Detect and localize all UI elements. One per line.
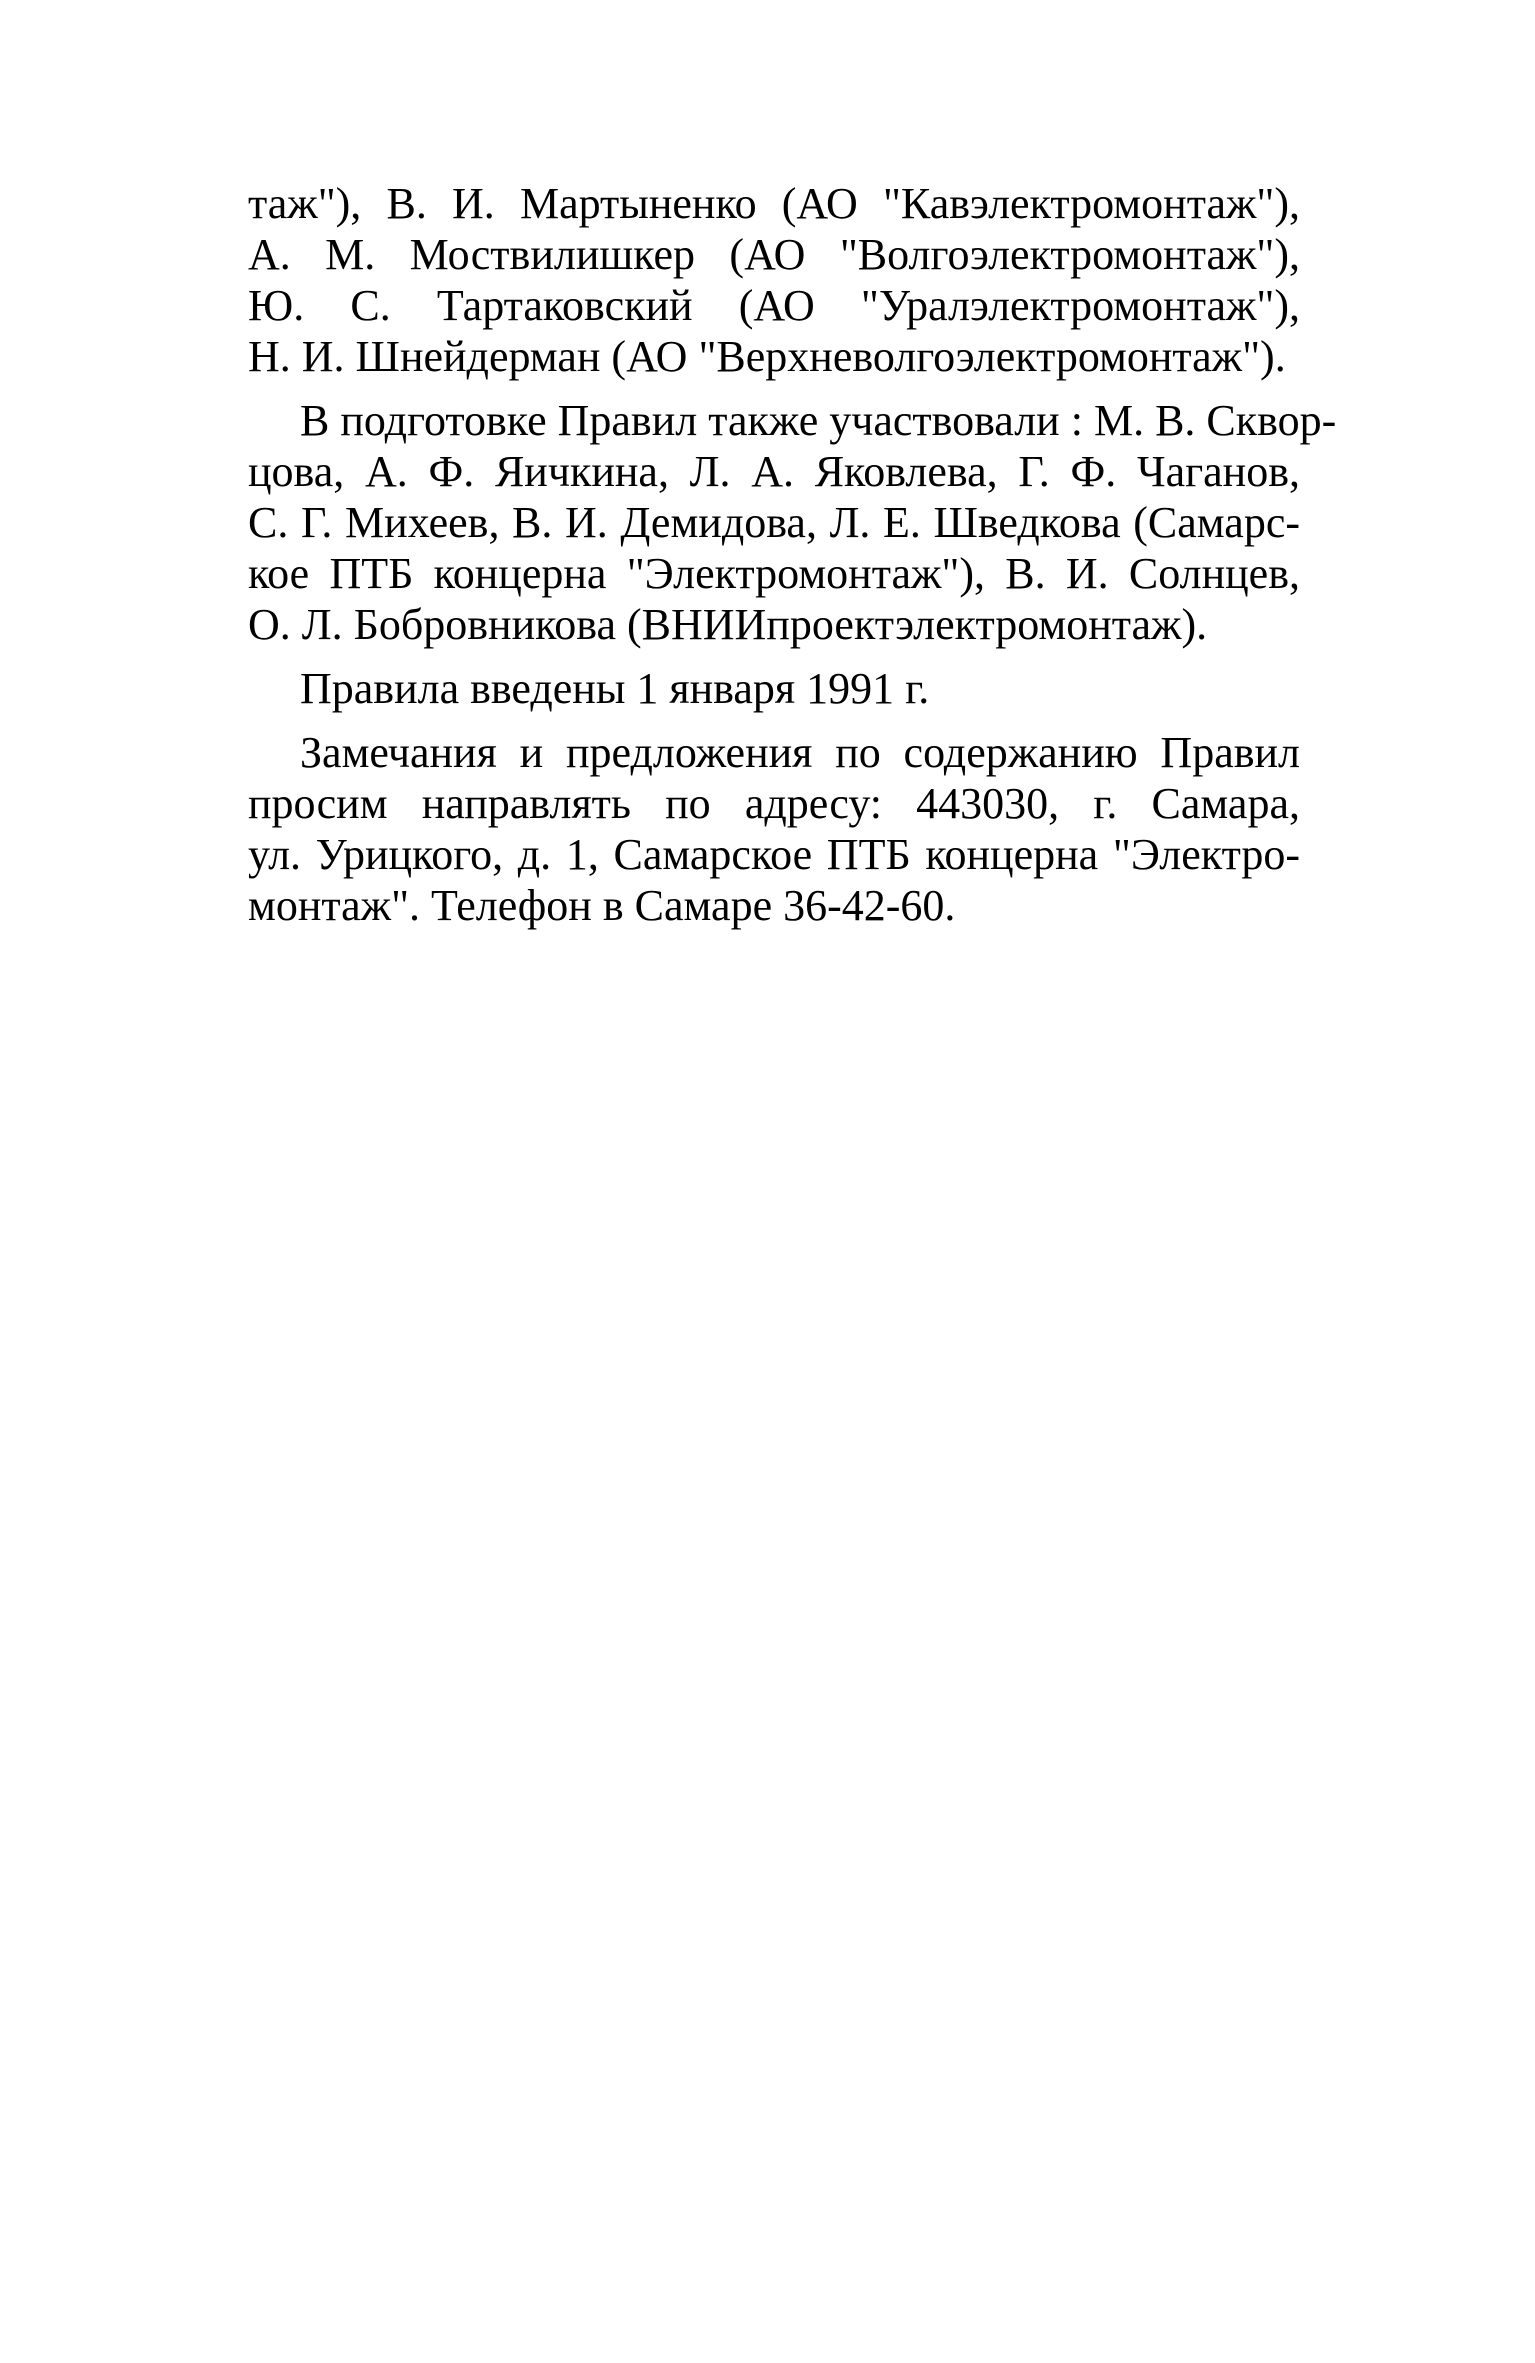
text-line: монтаж". Телефон в Самаре 36-42-60. — [248, 881, 956, 930]
text-line: просим направлять по адресу: 443030, г. Самара, — [248, 779, 1300, 828]
text-line: А. М. Моствилишкер (АО "Волгоэлектромонтаж"), — [248, 230, 1300, 279]
paragraph-effective-date — [248, 663, 1300, 714]
text-line: Замечания и предложения по содержанию Правил — [300, 728, 1300, 777]
text-line: Н. И. Шнейдерман (АО "Верхневолгоэлектромонтаж"). — [248, 332, 1286, 381]
text-line: Правила введены 1 января 1991 г. — [300, 664, 930, 713]
text-line: кое ПТБ концерна "Электромонтаж"), В. И. Солнцев, — [248, 549, 1300, 598]
text-line: ул. Урицкого, д. 1, Самарское ПТБ концерна "Электро- — [248, 830, 1300, 879]
paragraph-participants — [248, 395, 1337, 650]
text-line: В подготовке Правил также участвовали : М. В. Сквор- — [300, 396, 1337, 445]
text-line: Ю. С. Тартаковский (АО "Уралэлектромонтаж"), — [248, 281, 1300, 330]
text-line: цова, А. Ф. Яичкина, Л. А. Яковлева, Г. Ф. Чаганов, — [248, 447, 1300, 496]
document-text — [248, 178, 1337, 931]
text-line: С. Г. Михеев, В. И. Демидова, Л. Е. Шведкова (Самарс- — [248, 498, 1300, 547]
paragraph-authors — [248, 178, 1300, 382]
text-line: О. Л. Бобровникова (ВНИИпроектэлектромонтаж). — [248, 600, 1208, 649]
text-line: таж"), В. И. Мартыненко (АО "Кавэлектромонтаж"), — [248, 179, 1300, 228]
paragraph-contact — [248, 727, 1300, 931]
